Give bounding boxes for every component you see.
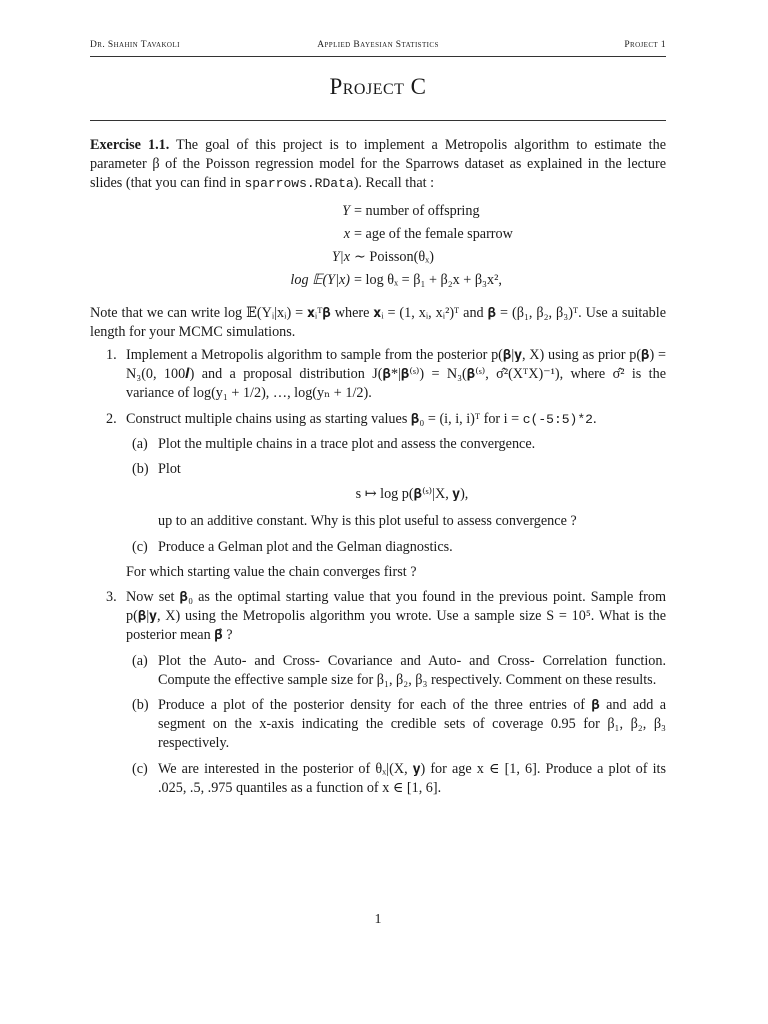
header-rule [90, 56, 666, 57]
equation-rhs: ∼ Poisson(θₓ) [354, 248, 434, 265]
note-paragraph: Note that we can write log 𝔼(Yᵢ|xᵢ) = 𝐱ᵢᵀ𝛃 where 𝐱ᵢ = (1, xᵢ, xᵢ²)ᵀ and 𝛃 = (β₁, β₂, β₃)ᵀ. Use a suitable length for your MCMC simulations. [90, 304, 666, 340]
header-course: Applied Bayesian Statistics [317, 40, 439, 50]
task-question: For which starting value the chain converges first ? [126, 563, 417, 580]
task-text-end: . [592, 410, 597, 427]
task-number: 3. [106, 589, 117, 606]
exercise-label: Exercise 1.1. [90, 137, 170, 153]
subtask-item [90, 538, 666, 557]
equation-row [90, 271, 666, 294]
subtask-label: (b) [132, 461, 149, 478]
equation-row [90, 225, 666, 248]
task-text: Implement a Metropolis algorithm to sample from the posterior p(𝛃|𝐲, X) using as prior p(𝛃) = N₃(0, 100𝑰) and a proposal distribution J(𝛃*|𝛃⁽ˢ⁾) = N₃(𝛃⁽ˢ⁾, σ̂²(XᵀX)⁻¹), where σ̂² is the variance of log(y₁ + 1/2), …, log(yₙ + 1/2). [126, 347, 666, 402]
subtask-item [90, 652, 666, 690]
page-title: Project C [329, 74, 427, 99]
task-list [90, 346, 666, 798]
equation-lhs: Y|x [331, 248, 350, 265]
task-item-2 [90, 410, 666, 429]
subtask-label: (a) [132, 435, 148, 452]
subtask-label: (a) [132, 652, 148, 669]
task-text: Now set 𝛃₀ as the optimal starting value that you found in the previous point. Sample from p(𝛃|𝐲, X) using the Metropolis algorithm you wrote. Use a sample size S = 10⁵. What is the posterior mean 𝛃̂ ? [126, 589, 666, 644]
subtask-text: Plot the Auto- and Cross- Covariance and Auto- and Cross- Correlation function. Compute the effective sample size for β₁, β₂, β₃ respectively. Comment on these results. [158, 652, 666, 688]
task-text-main: Construct multiple chains using as starting values 𝛃₀ = (i, i, i)ᵀ for i = [126, 410, 520, 427]
subtask-label: (c) [132, 760, 148, 777]
display-equation: s ↦ log p(𝛃⁽ˢ⁾|X, 𝐲), [355, 486, 469, 503]
subtask-item [90, 460, 666, 479]
header-author: Dr. Shahin Tavakoli [90, 40, 180, 50]
subtask-text: We are interested in the posterior of θₓ|(X, 𝐲) for age x ∈ [1, 6]. Produce a plot of its .025, .5, .975 quantiles as a function of x ∈ [1, 6]. [158, 760, 666, 796]
task-number: 1. [106, 347, 117, 364]
exercise-intro-text: The goal of this project is to implement a Metropolis algorithm to estimate the parameter β of the Poisson regression model for the Sparrows dataset as explained in the lecture slides (that you can find in [90, 137, 667, 192]
subtask-label: (b) [132, 697, 149, 714]
header-project: Project 1 [624, 40, 666, 50]
dataset-filename: sparrows.RData [244, 176, 354, 192]
page-number: 1 [374, 912, 382, 927]
exercise-body [90, 136, 666, 804]
subtask-item [90, 696, 666, 754]
equation-lhs: x [343, 225, 350, 242]
subtask-item [90, 760, 666, 798]
equation-lhs: Y [342, 202, 350, 219]
subtask-label: (c) [132, 538, 148, 555]
equation-rhs: = log θₓ = β₁ + β₂x + β₃x², [354, 271, 502, 288]
equation-row [90, 248, 666, 271]
exercise-intro [90, 136, 666, 194]
subtask-text: Produce a plot of the posterior density for each of the three entries of 𝛃 and add a segment on the x-axis indicating the credible sets of coverage 0.95 for β₁, β₂, β₃ respectively. [158, 697, 666, 752]
task-number: 2. [106, 410, 117, 427]
subtask-text: Produce a Gelman plot and the Gelman diagnostics. [158, 538, 453, 555]
model-equations [90, 202, 666, 294]
task-item-1 [90, 346, 666, 404]
equation-rhs: = number of offspring [354, 202, 480, 219]
task-item-3 [90, 588, 666, 646]
subtask-item [90, 435, 666, 454]
equation-rhs: = age of the female sparrow [354, 225, 513, 242]
starting-values-code: c(-5:5)*2 [522, 411, 593, 427]
equation-lhs: log 𝔼(Y|x) [290, 271, 350, 288]
running-header [90, 40, 666, 54]
subtask-continuation: up to an additive constant. Why is this plot useful to assess convergence ? [158, 513, 577, 530]
subtask-text: Plot the multiple chains in a trace plot and assess the convergence. [158, 435, 536, 452]
task-text [126, 410, 666, 429]
subtask-text: Plot [158, 461, 181, 478]
exercise-intro-end: ). Recall that : [353, 175, 435, 192]
title-rule [90, 120, 666, 121]
equation-row [90, 202, 666, 225]
